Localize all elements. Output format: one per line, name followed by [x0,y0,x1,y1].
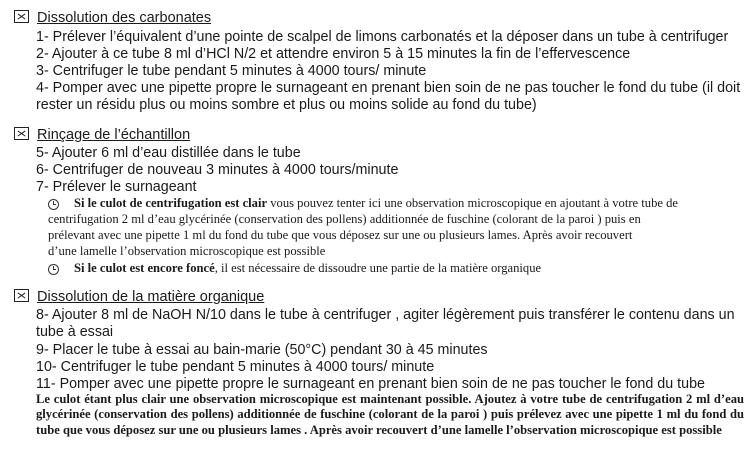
checkbox-cross-icon [14,289,29,302]
step-2: 2- Ajouter à ce tube 8 ml d’HCl N/2 et attendre environ 5 à 15 minutes la fin de l’effervescence [36,46,631,62]
step-8: 8- Ajouter 8 ml de NaOH N/10 dans le tube à centrifuger , agiter légèrement puis transférer le contenu dans un [36,307,735,323]
note-clear-pellet-line3: prélevant avec une pipette 1 ml du fond du tube que vous déposez sur une ou plusieurs lames. Après avoir recouvert [48,228,633,242]
step-10: 10- Centrifuger le tube pendant 5 minutes à 4000 tours/ minute [36,359,435,375]
step-7: 7- Prélever le surnageant [36,179,197,195]
checkbox-cross-icon [14,10,29,23]
checkbox-cross-icon [14,127,29,140]
note-clear-pellet-line4: d’une lamelle l’observation microscopique est possible [48,244,326,258]
note-dark-pellet-bold: Si le culot est encore foncé [74,261,215,275]
clock-icon [48,199,59,210]
section-dissolution-carbonates-heading [14,8,211,28]
step-9: 9- Placer le tube à essai au bain-marie (50°C) pendant 30 à 45 minutes [36,342,488,358]
step-5: 5- Ajouter 6 ml d’eau distillée dans le tube [36,145,301,161]
note-dark-pellet: Si le culot est encore foncé, il est nécessaire de dissoudre une partie de la matière organique [74,261,542,275]
step-1: 1- Prélever l’équivalent d’une pointe de scalpel de limons carbonatés et la déposer dans un tube à centrifuger [36,29,729,45]
step-6: 6- Centrifuger de nouveau 3 minutes à 4000 tours/minute [36,162,399,178]
section-title: Rinçage de l’échantillon [37,127,191,143]
step-4-continuation: rester un résidu plus ou moins sombre et plus ou moins solide au fond du tube) [36,97,537,113]
step-11: 11- Pomper avec une pipette propre le surnageant en prenant bien soin de ne pas toucher le fond du tube [36,376,705,392]
final-observation-note: Le culot étant plus clair une observation microscopique est maintenant possible. Ajoutez à votre tube de centrifugation 2 ml d’eau glycérinée (conservation des pollens) additionnée de fuschine (colorant de la paroi ) puis prélevez avec une pipette 1 ml du fond du tube que vous déposez sur une ou plusieurs lames . Après avoir recouvert d’une lamelle l’observation microscopique est possible [36,392,744,437]
section-rincage-heading [14,125,190,145]
note-clear-pellet-bold: Si le culot de centrifugation est clair [74,196,268,210]
note-clear-pellet-line1: Si le culot de centrifugation est clair vous pouvez tenter ici une observation microscopique en ajoutant à votre tube de [74,196,678,210]
clock-icon [48,264,59,275]
step-3: 3- Centrifuger le tube pendant 5 minutes à 4000 tours/ minute [36,63,427,79]
step-4: 4- Pomper avec une pipette propre le surnageant en prenant bien soin de ne pas toucher le fond du tube (il doit [36,80,741,96]
note-clear-pellet-line2: centrifugation 2 ml d’eau glycérinée (conservation des pollens) additionnée de fuschine (colorant de la paroi ) puis en [48,212,641,226]
step-8-continuation: tube à essai [36,324,114,340]
section-matiere-organique-heading [14,287,264,307]
section-title: Dissolution de la matière organique [37,289,265,305]
section-title: Dissolution des carbonates [37,10,212,26]
